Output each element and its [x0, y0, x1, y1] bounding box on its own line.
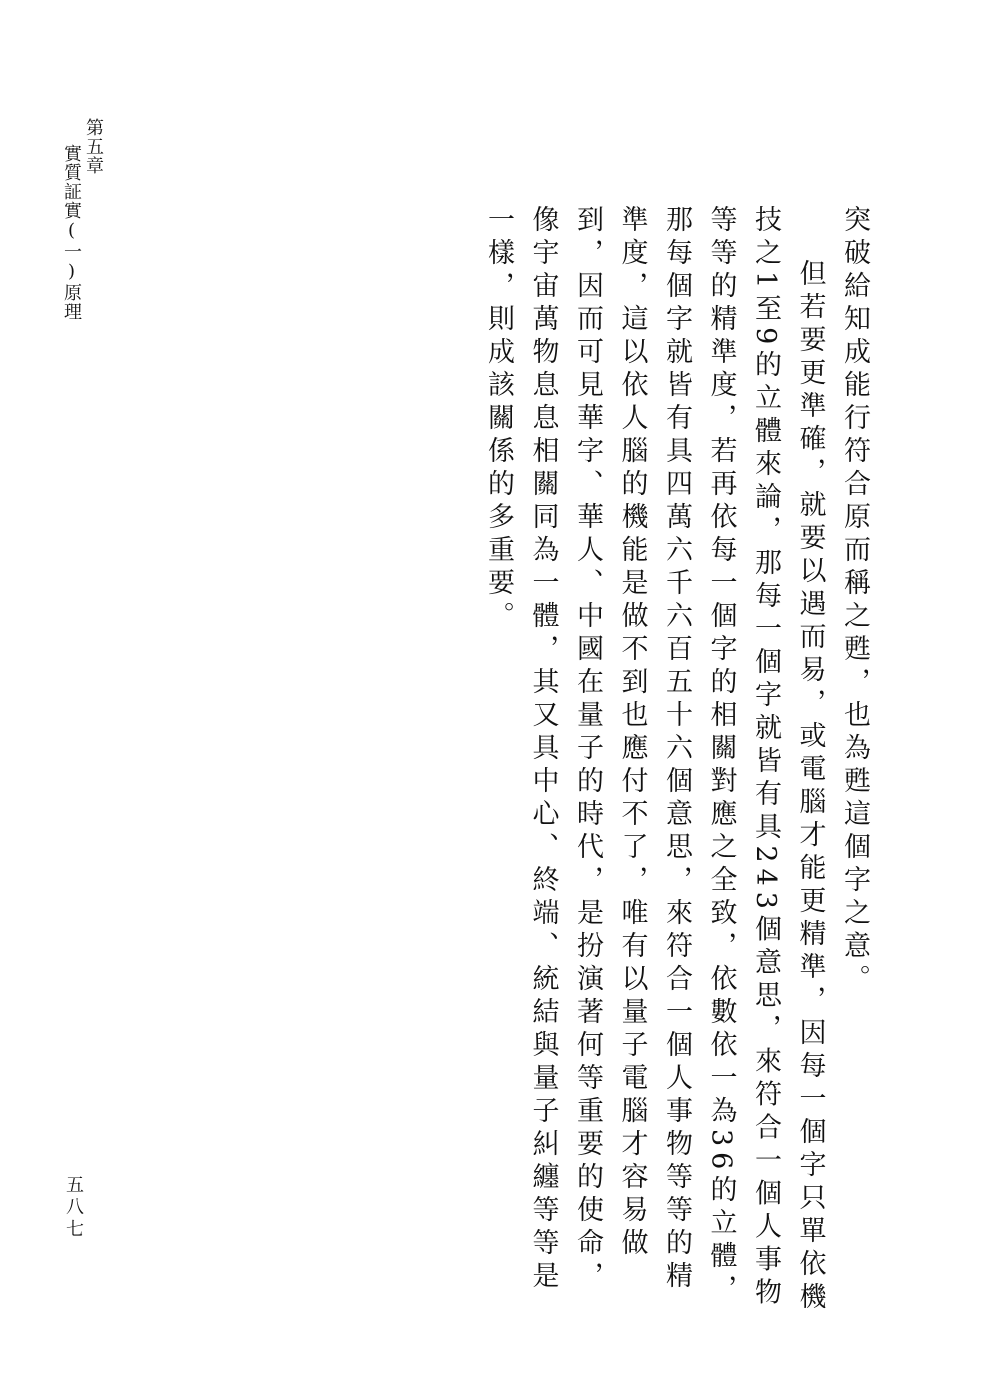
- section-title: 實質証實(一)原理: [61, 144, 82, 321]
- paragraph: 但若要更準確，就要以遇而易，或電腦才能更精準，因每一個字只單依機技之1至9的立體來論，那每一個字就皆有具243個意思，來符合一個人事物等等的精準度，若再依每一個字的相關對應之全致，依數依一為36的立體，那每個字就皆有具四萬六千六百五十六個意思，來符合一個人事物等等的精準度，這以依人腦的機能是做不到也應付不了，唯有以量子電腦才容易做到，因而可見華字、華人、中國在量子的時代，是扮演著何等重要的使命，像宇宙萬物息息相關同為一體，其又具中心、終端、統結與量子糾纏等等是一樣，則成該關係的多重要。: [483, 205, 826, 1315]
- running-header: [60, 118, 104, 321]
- body-text: [476, 205, 877, 1325]
- page-number: 五八七: [63, 1175, 84, 1241]
- chapter-label: 第五章: [83, 118, 104, 175]
- paragraph-continuation: 突破給知成能行符合原而稱之甦，也為甦這個字之意。: [839, 205, 870, 997]
